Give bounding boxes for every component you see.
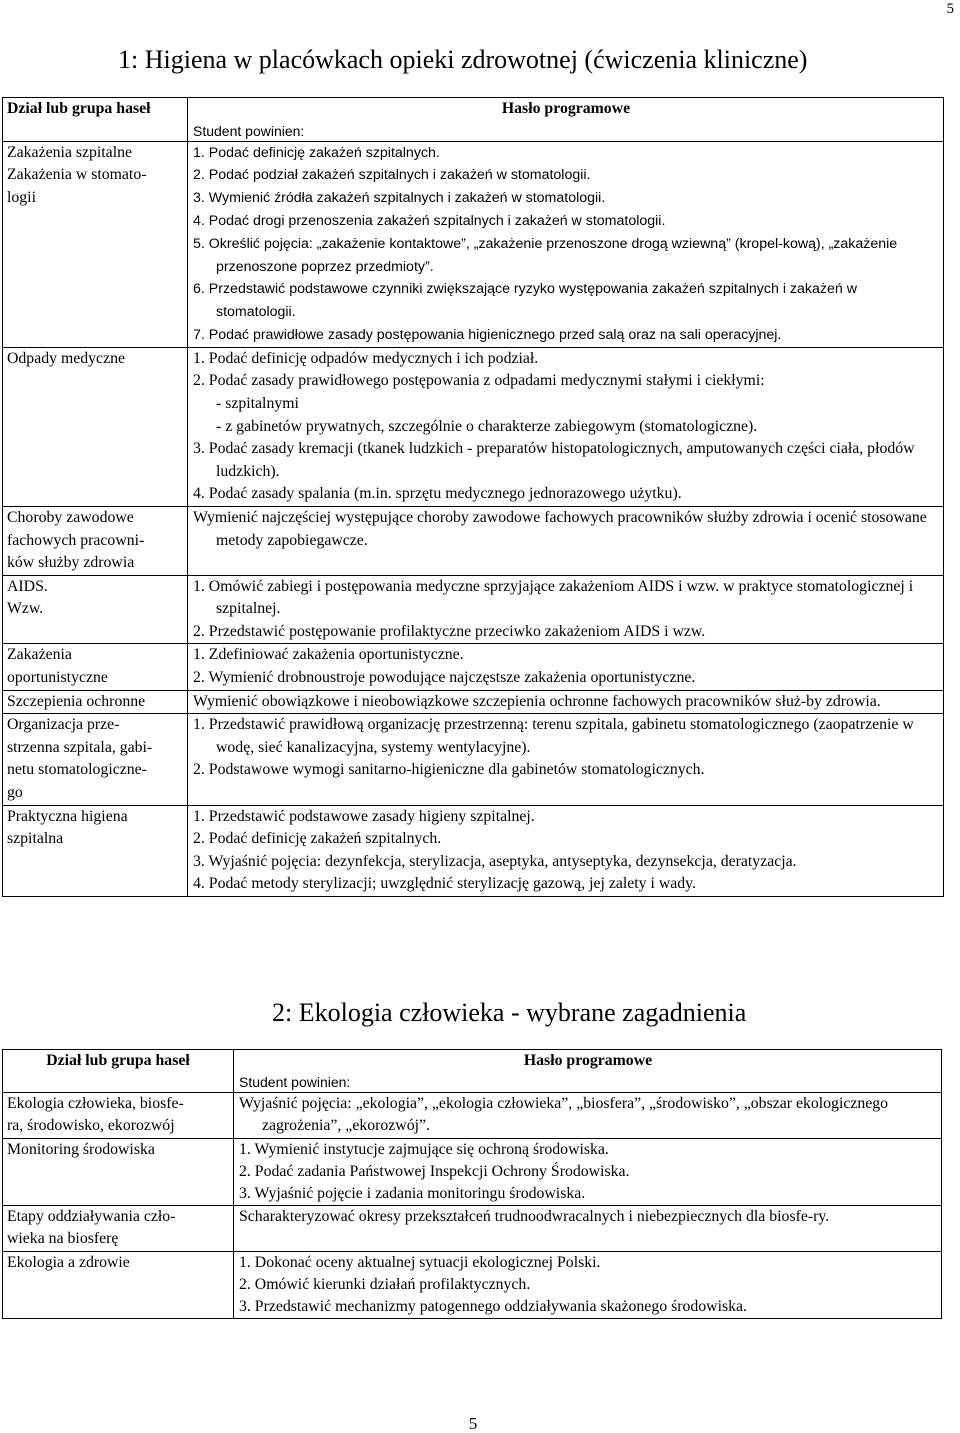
column-header-program bbox=[234, 1050, 942, 1093]
footer-page-number: 5 bbox=[468, 1414, 478, 1433]
subheader-student: Student powinien: bbox=[193, 122, 305, 139]
program-cell bbox=[188, 575, 944, 644]
column-header-topic: Dział lub grupa haseł bbox=[3, 98, 188, 142]
program-item: 2. Omówić kierunki działań profilaktycznych. bbox=[239, 1275, 531, 1293]
program-item: 2. Podać definicję zakażeń szpitalnych. bbox=[193, 830, 442, 848]
program-cell bbox=[234, 1138, 942, 1206]
topic-line: wieka na biosferę bbox=[7, 1230, 119, 1248]
program-item: 1. Przedstawić podstawowe zasady higieny szpitalnej. bbox=[193, 807, 535, 825]
program-item: 6. Przedstawić podstawowe czynniki zwiększające ryzyko występowania zakażeń szpitalnych i zakażeń w stomatologii. bbox=[193, 281, 857, 321]
program-cell bbox=[188, 714, 944, 805]
table-row bbox=[3, 644, 944, 690]
topic-line: szpitalna bbox=[7, 830, 64, 848]
table-row bbox=[3, 690, 944, 714]
column-header-program-label: Hasło programowe bbox=[523, 1052, 653, 1069]
topic-cell bbox=[3, 575, 188, 644]
topic-line: go bbox=[7, 784, 23, 802]
program-item: 7. Podać prawidłowe zasady postępowania higienicznego przed salą oraz na sali operacyjnej. bbox=[193, 326, 782, 343]
topic-line: Monitoring środowiska bbox=[7, 1140, 155, 1158]
topic-cell bbox=[3, 347, 188, 506]
program-item: Wymienić obowiązkowe i nieobowiązkowe szczepienia ochronne fachowych pracowników służ-by zdrowia. bbox=[193, 692, 881, 710]
topic-cell bbox=[3, 1206, 234, 1251]
topic-line: AIDS. bbox=[7, 577, 48, 595]
subheader-student: Student powinien: bbox=[239, 1074, 351, 1091]
program-cell bbox=[188, 347, 944, 506]
topic-line: Zakażenia w stomato- bbox=[7, 166, 147, 184]
topic-cell bbox=[3, 690, 188, 714]
topic-line: strzenna szpitala, gabi- bbox=[7, 738, 153, 756]
topic-line: Ekologia a zdrowie bbox=[7, 1253, 130, 1271]
topic-line: Choroby zawodowe bbox=[7, 508, 134, 526]
program-item: 3. Wymienić źródła zakażeń szpitalnych i zakażeń w stomatologii. bbox=[193, 190, 606, 207]
table-row bbox=[3, 1093, 942, 1138]
program-item: Wymienić najczęściej występujące choroby zawodowe fachowych pracowników służby zdrowia i ocenić stosowane metody zapobiegawcze. bbox=[193, 508, 927, 549]
section-1-table bbox=[2, 97, 944, 897]
program-item: 4. Podać zasady spalania (m.in. sprzętu medycznego jednorazowego użytku). bbox=[193, 485, 682, 503]
program-item: 2. Podstawowe wymogi sanitarno-higieniczne dla gabinetów stomatologicznych. bbox=[193, 761, 705, 779]
program-cell bbox=[188, 141, 944, 347]
column-header-topic: Dział lub grupa haseł bbox=[3, 1050, 234, 1093]
program-item: 1. Dokonać oceny aktualnej sytuacji ekologicznej Polski. bbox=[239, 1253, 601, 1271]
topic-cell bbox=[3, 1093, 234, 1138]
program-cell bbox=[188, 805, 944, 896]
topic-line: Ekologia człowieka, biosfe- bbox=[7, 1095, 184, 1113]
program-item: 2. Podać zadania Państwowej Inspekcji Ochrony Środowiska. bbox=[239, 1162, 630, 1180]
program-cell bbox=[188, 690, 944, 714]
program-item: - z gabinetów prywatnych, szczególnie o charakterze zabiegowym (stomatologiczne). bbox=[216, 417, 758, 435]
program-item: Scharakteryzować okresy przekształceń trudnoodwracalnych i niebezpiecznych dla biosfe-ry. bbox=[239, 1208, 830, 1226]
program-item: 3. Wyjaśnić pojęcia: dezynfekcja, sterylizacja, aseptyka, antyseptyka, dezynsekcja, deratyzacja. bbox=[193, 852, 797, 870]
program-item: 2. Podać zasady prawidłowego postępowania z odpadami medycznymi stałymi i ciekłymi: bbox=[193, 372, 765, 390]
program-item: 2. Wymienić drobnoustroje powodujące najczęstsze zakażenia oportunistyczne. bbox=[193, 669, 696, 687]
program-item: 1. Przedstawić prawidłową organizację przestrzenną: terenu szpitala, gabinetu stomatologicznego (zaopatrzenie w wodę, sieć kanalizacyjna, systemy wentylacyjne). bbox=[193, 716, 914, 756]
topic-line: Etapy oddziaływania czło- bbox=[7, 1208, 176, 1226]
table-row bbox=[3, 141, 944, 347]
topic-line: Praktyczna higiena bbox=[7, 807, 128, 825]
topic-line: Organizacja prze- bbox=[7, 716, 120, 734]
topic-cell bbox=[3, 141, 188, 347]
column-header-program-label: Hasło programowe bbox=[501, 100, 631, 117]
program-item: 2. Podać podział zakażeń szpitalnych i zakażeń w stomatologii. bbox=[193, 167, 591, 184]
program-item: 3. Przedstawić mechanizmy patogennego oddziaływania skażonego środowiska. bbox=[239, 1298, 747, 1316]
table-row bbox=[3, 1251, 942, 1319]
topic-line: Zakażenia bbox=[7, 646, 72, 664]
page-number: 5 bbox=[946, 1, 954, 17]
program-item: 1. Zdefiniować zakażenia oportunistyczne. bbox=[193, 646, 464, 664]
section-1-title: 1: Higiena w placówkach opieki zdrowotnej (ćwiczenia kliniczne) bbox=[118, 45, 808, 74]
program-cell bbox=[234, 1206, 942, 1251]
table-row bbox=[3, 714, 944, 805]
topic-cell bbox=[3, 1138, 234, 1206]
topic-line: Wzw. bbox=[7, 600, 44, 618]
program-cell bbox=[188, 506, 944, 575]
program-item: 5. Określić pojęcia: „zakażenie kontaktowe”, „zakażenie przenoszone drogą wziewną” (kropel-kową), „zakażenie przenoszone poprzez przedmioty”. bbox=[193, 235, 898, 275]
topic-line: ków służby zdrowia bbox=[7, 554, 135, 572]
topic-cell bbox=[3, 1251, 234, 1319]
program-item: 2. Przedstawić postępowanie profilaktyczne przeciwko zakażeniom AIDS i wzw. bbox=[193, 622, 706, 640]
section-2-title: 2: Ekologia człowieka - wybrane zagadnienia bbox=[272, 998, 747, 1027]
table-header-row bbox=[3, 98, 944, 142]
program-item: 4. Podać drogi przenoszenia zakażeń szpitalnych i zakażeń w stomatologii. bbox=[193, 212, 666, 229]
topic-line: netu stomatologiczne- bbox=[7, 761, 147, 779]
section-2-table bbox=[2, 1049, 942, 1319]
column-header-program bbox=[188, 98, 944, 142]
program-cell bbox=[234, 1251, 942, 1319]
table-header-row bbox=[3, 1050, 942, 1093]
program-item: 1. Omówić zabiegi i postępowania medyczne sprzyjające zakażeniom AIDS i wzw. w praktyce stomatologicznej i szpitalnej. bbox=[193, 577, 914, 618]
program-item: 1. Wymienić instytucje zajmujące się ochroną środowiska. bbox=[239, 1140, 609, 1158]
topic-cell bbox=[3, 644, 188, 690]
program-item: 4. Podać metody sterylizacji; uwzględnić sterylizację gazową, jej zalety i wady. bbox=[193, 875, 696, 893]
topic-cell bbox=[3, 714, 188, 805]
program-item: Wyjaśnić pojęcia: „ekologia”, „ekologia człowieka”, „biosfera”, „środowisko”, „obszar ekologicznego zagrożenia”, „ekorozwój”. bbox=[239, 1095, 889, 1135]
program-item: 1. Podać definicję odpadów medycznych i ich podział. bbox=[193, 349, 539, 367]
program-item: 3. Wyjaśnić pojęcie i zadania monitoringu środowiska. bbox=[239, 1185, 586, 1203]
table-row bbox=[3, 347, 944, 506]
table-row bbox=[3, 506, 944, 575]
topic-line: Szczepienia ochronne bbox=[7, 692, 146, 710]
topic-line: ra, środowisko, ekorozwój bbox=[7, 1117, 175, 1135]
topic-line: logii bbox=[7, 188, 36, 206]
table-row bbox=[3, 1206, 942, 1251]
program-item: 3. Podać zasady kremacji (tkanek ludzkich - preparatów histopatologicznych, amputowanych części ciała, płodów ludzkich). bbox=[193, 440, 915, 480]
program-cell bbox=[188, 644, 944, 690]
topic-line: oportunistyczne bbox=[7, 669, 108, 687]
table-row bbox=[3, 805, 944, 896]
topic-line: Odpady medyczne bbox=[7, 349, 125, 367]
topic-cell bbox=[3, 805, 188, 896]
topic-cell bbox=[3, 506, 188, 575]
table-row bbox=[3, 575, 944, 644]
table-row bbox=[3, 1138, 942, 1206]
topic-line: Zakażenia szpitalne bbox=[7, 143, 132, 161]
program-item: 1. Podać definicję zakażeń szpitalnych. bbox=[193, 144, 440, 161]
program-cell bbox=[234, 1093, 942, 1138]
topic-line: fachowych pracowni- bbox=[7, 531, 145, 549]
program-item: - szpitalnymi bbox=[216, 394, 299, 412]
